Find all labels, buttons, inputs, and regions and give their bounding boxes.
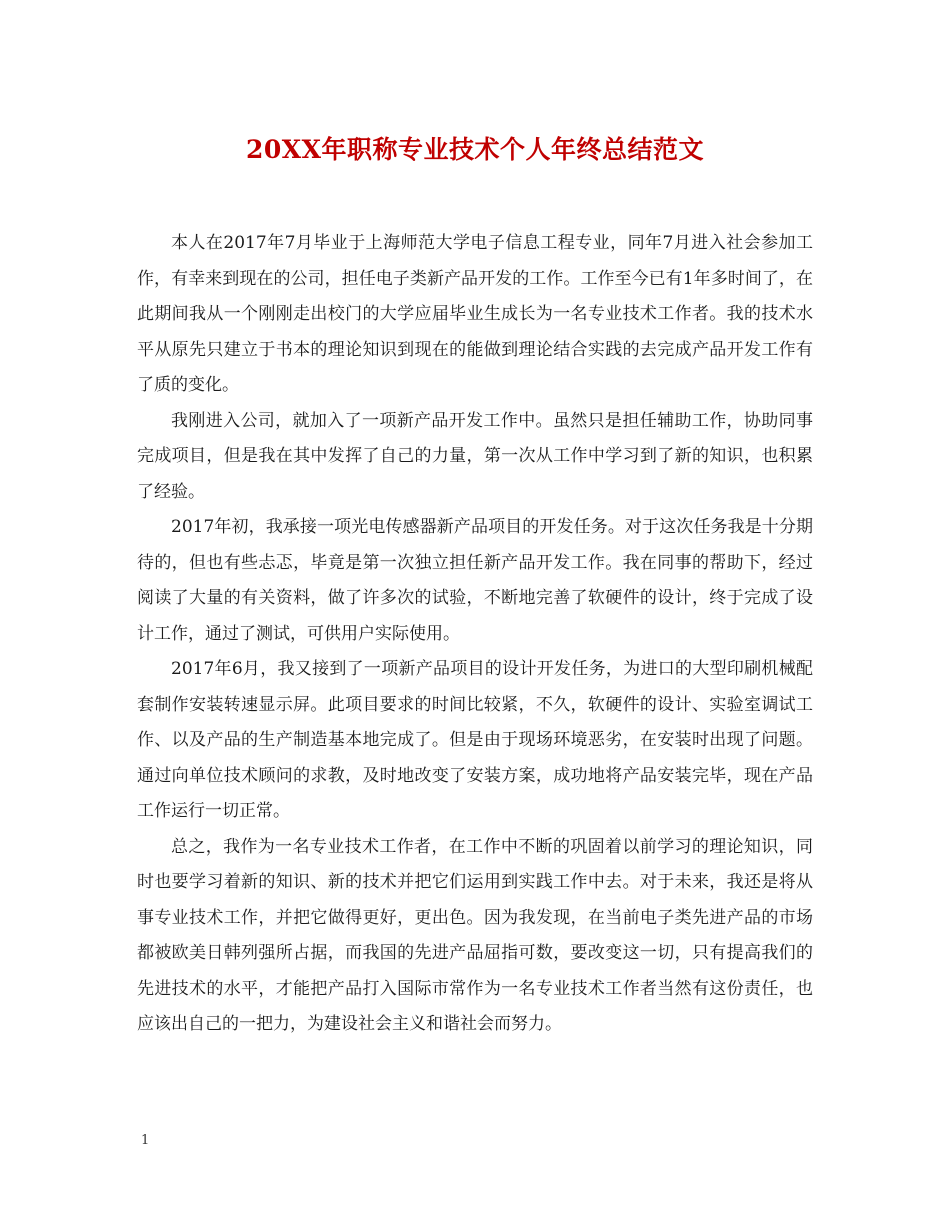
paragraph-3: 2017年初，我承接一项光电传感器新产品项目的开发任务。对于这次任务我是十分期待的，但也有些忐忑，毕竟是第一次独立担任新产品开发工作。我在同事的帮助下，经过阅读了大量的有关资料，做了许多次的试验，不断地完善了软硬件的设计，终于完成了设计工作，通过了测试，可供用户实际使用。 — [137, 517, 813, 644]
document-title: 20XX年职称专业技术个人年终总结范文 — [245, 135, 705, 164]
paragraph-1: 本人在2017年7月毕业于上海师范大学电子信息工程专业，同年7月进入社会参加工作，有幸来到现在的公司，担任电子类新产品开发的工作。工作至今已有1年多时间了，在此期间我从一个刚刚走出校门的大学应届毕业生成长为一名专业技术工作者。我的技术水平从原先只建立于书本的理论知识到现在的能做到理论结合实践的去完成产品开发工作有了质的变化。 — [137, 233, 813, 395]
document-body — [137, 226, 813, 1043]
paragraph-5: 总之，我作为一名专业技术工作者，在工作中不断的巩固着以前学习的理论知识，同时也要学习着新的知识、新的技术并把它们运用到实践工作中去。对于未来，我还是将从事专业技术工作，并把它做得更好，更出色。因为我发现，在当前电子类先进产品的市场都被欧美日韩列强所占据，而我国的先进产品屈指可数，要改变这一切，只有提高我们的先进技术的水平，才能把产品打入国际市常作为一名专业技术工作者当然有这份责任，也应该出自己的一把力，为建设社会主义和谐社会而努力。 — [137, 836, 813, 1034]
paragraph-4: 2017年6月，我又接到了一项新产品项目的设计开发任务，为进口的大型印刷机械配套制作安装转速显示屏。此项目要求的时间比较紧，不久，软硬件的设计、实验室调试工作、以及产品的生产制造基本地完成了。但是由于现场环境恶劣，在安装时出现了问题。通过向单位技术顾问的求教，及时地改变了安装方案，成功地将产品安装完毕，现在产品工作运行一切正常。 — [137, 659, 813, 821]
page-number: 1 — [141, 1133, 150, 1148]
paragraph-2: 我刚进入公司，就加入了一项新产品开发工作中。虽然只是担任辅助工作，协助同事完成项目，但是我在其中发挥了自己的力量，第一次从工作中学习到了新的知识，也积累了经验。 — [137, 410, 813, 502]
